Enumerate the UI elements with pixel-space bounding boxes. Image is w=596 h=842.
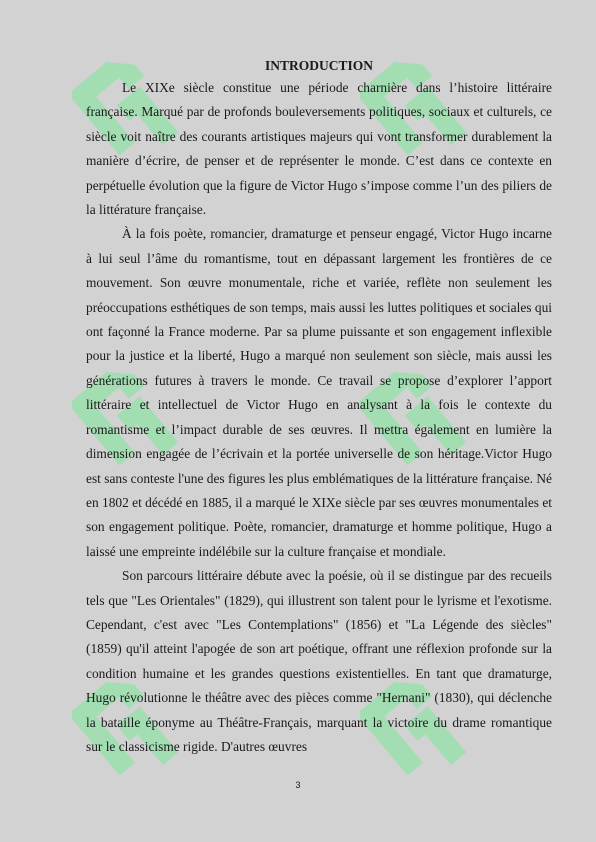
document-title: INTRODUCTION xyxy=(264,58,373,73)
paragraph-literary-career: Son parcours littéraire débute avec la poésie, où il se distingue par des recueils tels que "Les Orientales" (1829), qui illustrent son talent pour le lyrisme et l'exotisme. Cependant, c'est avec "Les Contemplations" (1856) et "La Légende des siècles" (1859) qu'il atteint l'apogée de son art poétique, offrant une réflexion profonde sur la condition humaine et les grandes questions existentielles. En tant que dramaturge, Hugo révolutionne le théâtre avec des pièces comme "Hernani" (1830), qui déclenche la bataille éponyme au Théâtre-Français, marquant la victoire du drame romantique sur le classicisme rigide. D'autres œuvres xyxy=(86,568,552,754)
paragraph-hugo-overview: À la fois poète, romancier, dramaturge et penseur engagé, Victor Hugo incarne à lui seul l’âme du romantisme, tout en dépassant largement les frontières de ce mouvement. Son œuvre monumentale, riche et variée, reflète non seulement les préoccupations esthétiques de son temps, mais aussi les luttes politiques et sociales qui ont façonné la France moderne. Par sa plume puissante et son engagement inflexible pour la justice et la liberté, Hugo a marqué non seulement son siècle, mais aussi les générations futures à travers le monde. Ce travail se propose d’explorer l’apport littéraire et intellectuel de Victor Hugo en analysant à la fois le contexte du romantisme et l’impact durable de ses œuvres. Il mettra également en lumière la dimension engagée de l’écrivain et la portée universelle de son héritage.Victor Hugo est sans conteste l'une des figures les plus emblématiques de la littérature française. Né en 1802 et décédé en 1885, il a marqué le XIXe siècle par ses œuvres monumentales et son engagement politique. Poète, romancier, dramaturge et homme politique, Hugo a laissé une empreinte indélébile sur la culture française et mondiale. xyxy=(86,226,552,559)
page-number: 3 xyxy=(295,780,301,790)
document-page xyxy=(86,56,552,759)
paragraph-intro: Le XIXe siècle constitue une période charnière dans l’histoire littéraire française. Marqué par de profonds bouleversements politiques, sociaux et culturels, ce siècle voit naître des courants artistiques majeurs qui vont transformer durablement la manière d’écrire, de penser et de représenter le monde. C’est dans ce contexte en perpétuelle évolution que la figure de Victor Hugo s’impose comme l’un des piliers de la littérature française. xyxy=(86,80,552,218)
